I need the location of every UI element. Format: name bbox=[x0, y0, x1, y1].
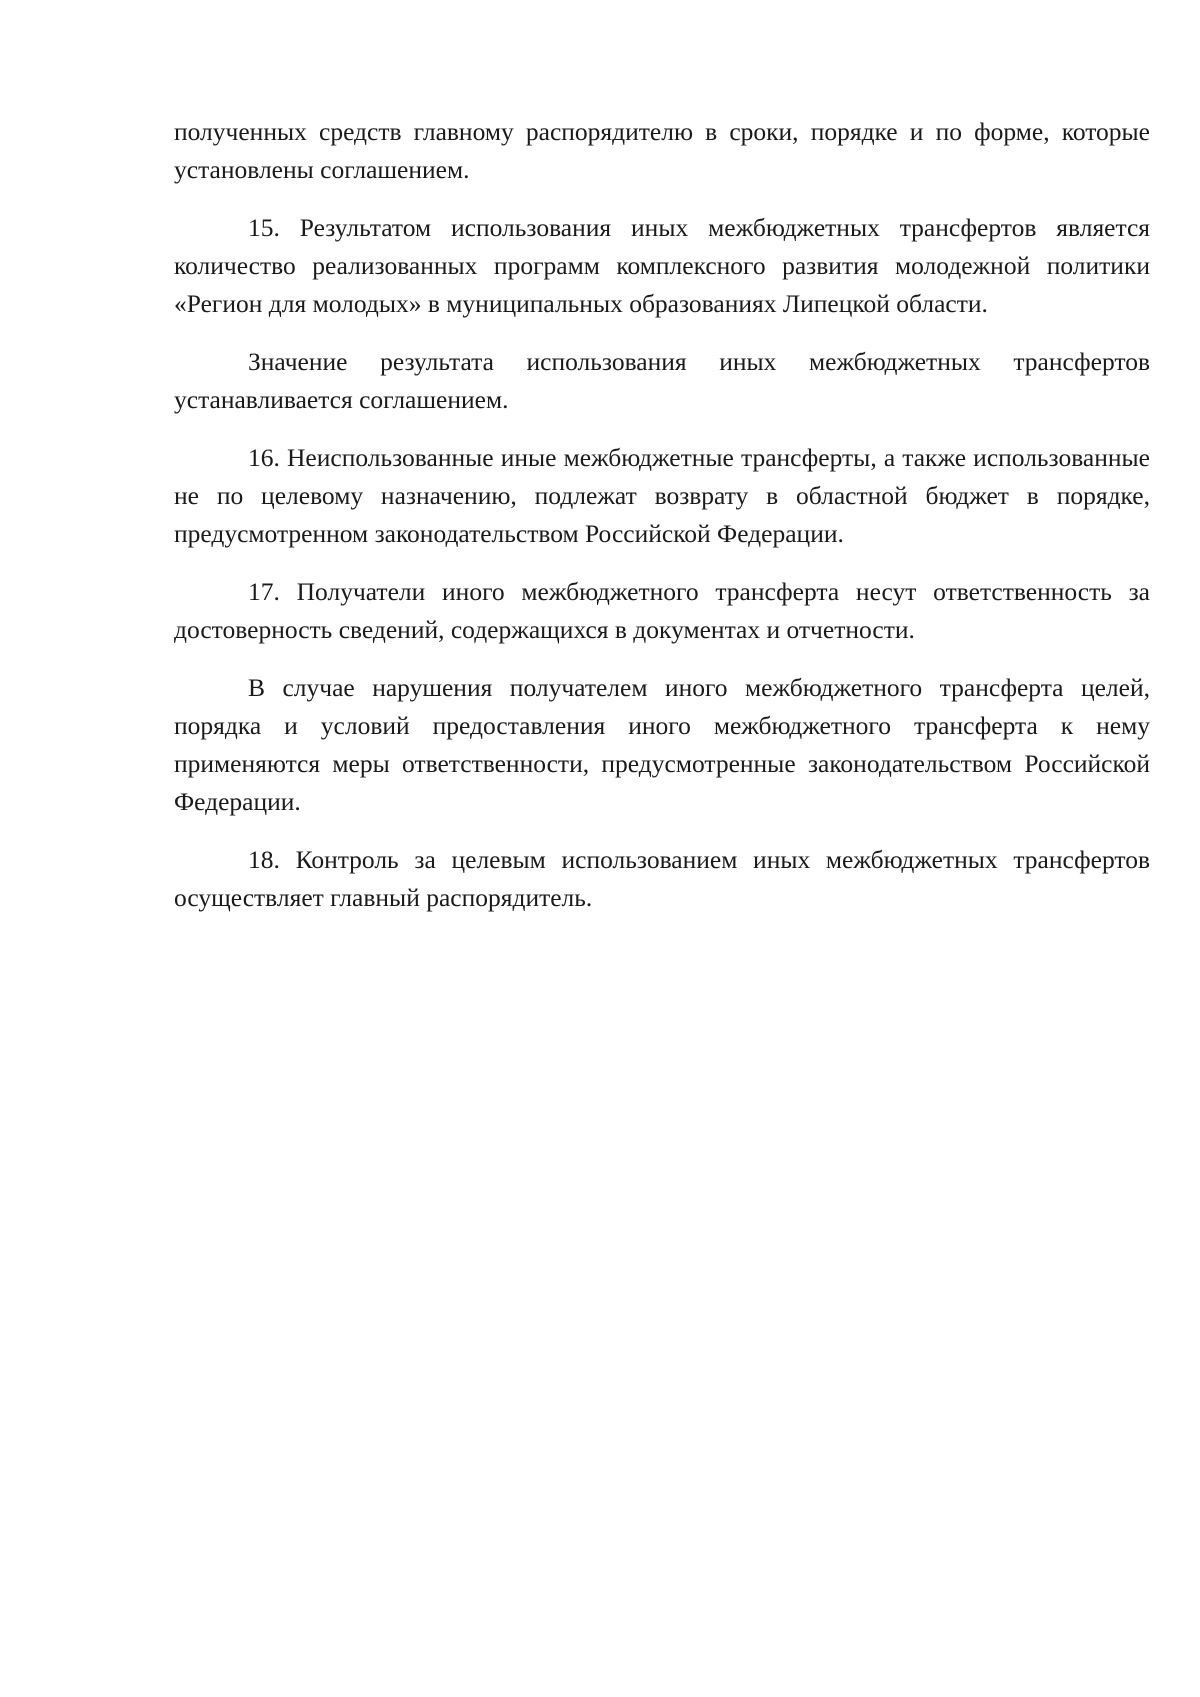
paragraph-17: 17. Получатели иного межбюджетного трансферта несут ответственность за достоверность сведений, содержащихся в документах и отчетности. bbox=[174, 577, 1150, 644]
paragraph-continuation: полученных средств главному распорядителю в сроки, порядке и по форме, которые установлены соглашением. bbox=[174, 117, 1150, 184]
paragraph-15: 15. Результатом использования иных межбюджетных трансфертов является количество реализованных программ комплексного развития молодежной политики «Регион для молодых» в муниципальных образованиях Липецкой области. bbox=[174, 213, 1150, 318]
paragraph-18: 18. Контроль за целевым использованием иных межбюджетных трансфертов осуществляет главный распорядитель. bbox=[174, 845, 1150, 912]
paragraph-16: 16. Неиспользованные иные межбюджетные трансферты, а также использованные не по целевому назначению, подлежат возврату в областной бюджет в порядке, предусмотренном законодательством Российской Федерации. bbox=[174, 443, 1150, 548]
paragraph-15-value: Значение результата использования иных межбюджетных трансфертов устанавливается соглашением. bbox=[174, 347, 1150, 414]
paragraph-17-violation: В случае нарушения получателем иного межбюджетного трансферта целей, порядка и условий предоставления иного межбюджетного трансферта к нему применяются меры ответственности, предусмотренные законодательством Российской Федерации. bbox=[174, 673, 1150, 816]
